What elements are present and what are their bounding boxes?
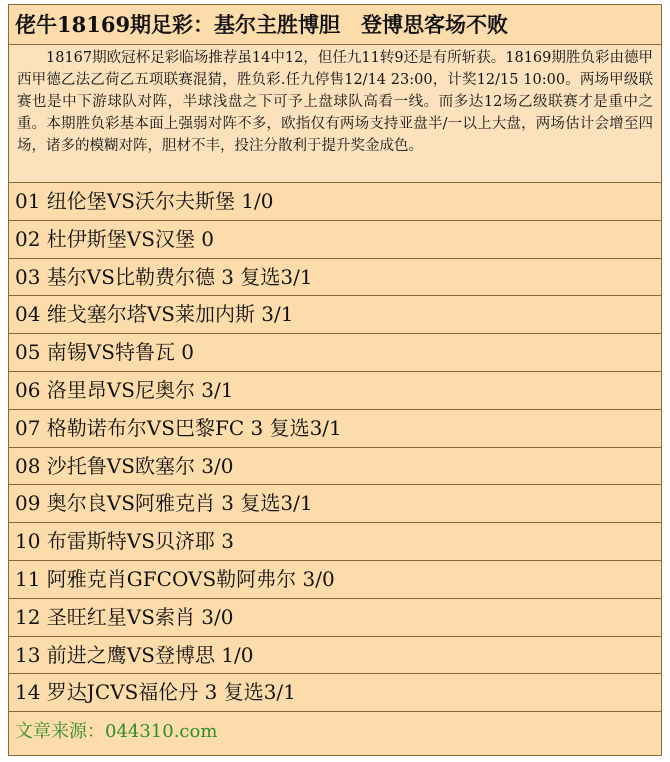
match-row: 01 纽伦堡VS沃尔夫斯堡 1/0	[9, 183, 661, 221]
article-panel	[8, 4, 662, 756]
match-row: 10 布雷斯特VS贝济耶 3	[9, 523, 661, 561]
match-row: 02 杜伊斯堡VS汉堡 0	[9, 221, 661, 259]
match-row: 05 南锡VS特鲁瓦 0	[9, 334, 661, 372]
match-row: 08 沙托鲁VS欧塞尔 3/0	[9, 448, 661, 486]
article-intro: 18167期欧冠杯足彩临场推荐虽14中12，但任九11转9还是有所斩获。18169期胜负彩由德甲西甲德乙法乙荷乙五项联赛混猜，胜负彩.任九停售12/14 23:00，计奖12/15 10:00。两场甲级联赛也是中下游球队对阵，半球浅盘之下可予上盘球队高看一线。而多达12场乙级联赛才是重中之重。本期胜负彩基本面上强弱对阵不多，欧指仅有两场支持亚盘半/一以上大盘，两场估计会增至四场，诸多的模糊对阵，胆材不丰，投注分散利于提升奖金成色。	[9, 45, 661, 183]
article-title: 佬牛18169期足彩：基尔主胜博胆 登博思客场不败	[9, 5, 661, 45]
match-row: 04 维戈塞尔塔VS莱加内斯 3/1	[9, 296, 661, 334]
match-row: 03 基尔VS比勒费尔德 3 复选3/1	[9, 259, 661, 297]
match-row: 12 圣旺红星VS索肖 3/0	[9, 599, 661, 637]
match-list	[9, 183, 661, 712]
match-row: 09 奥尔良VS阿雅克肖 3 复选3/1	[9, 485, 661, 523]
match-row: 13 前进之鹰VS登博思 1/0	[9, 637, 661, 675]
match-row: 14 罗达JCVS福伦丹 3 复选3/1	[9, 674, 661, 712]
match-row: 07 格勒诺布尔VS巴黎FC 3 复选3/1	[9, 410, 661, 448]
source-credit: 文章来源：044310.com	[15, 721, 218, 743]
match-row: 11 阿雅克肖GFCOVS勒阿弗尔 3/0	[9, 561, 661, 599]
match-row: 06 洛里昂VS尼奥尔 3/1	[9, 372, 661, 410]
